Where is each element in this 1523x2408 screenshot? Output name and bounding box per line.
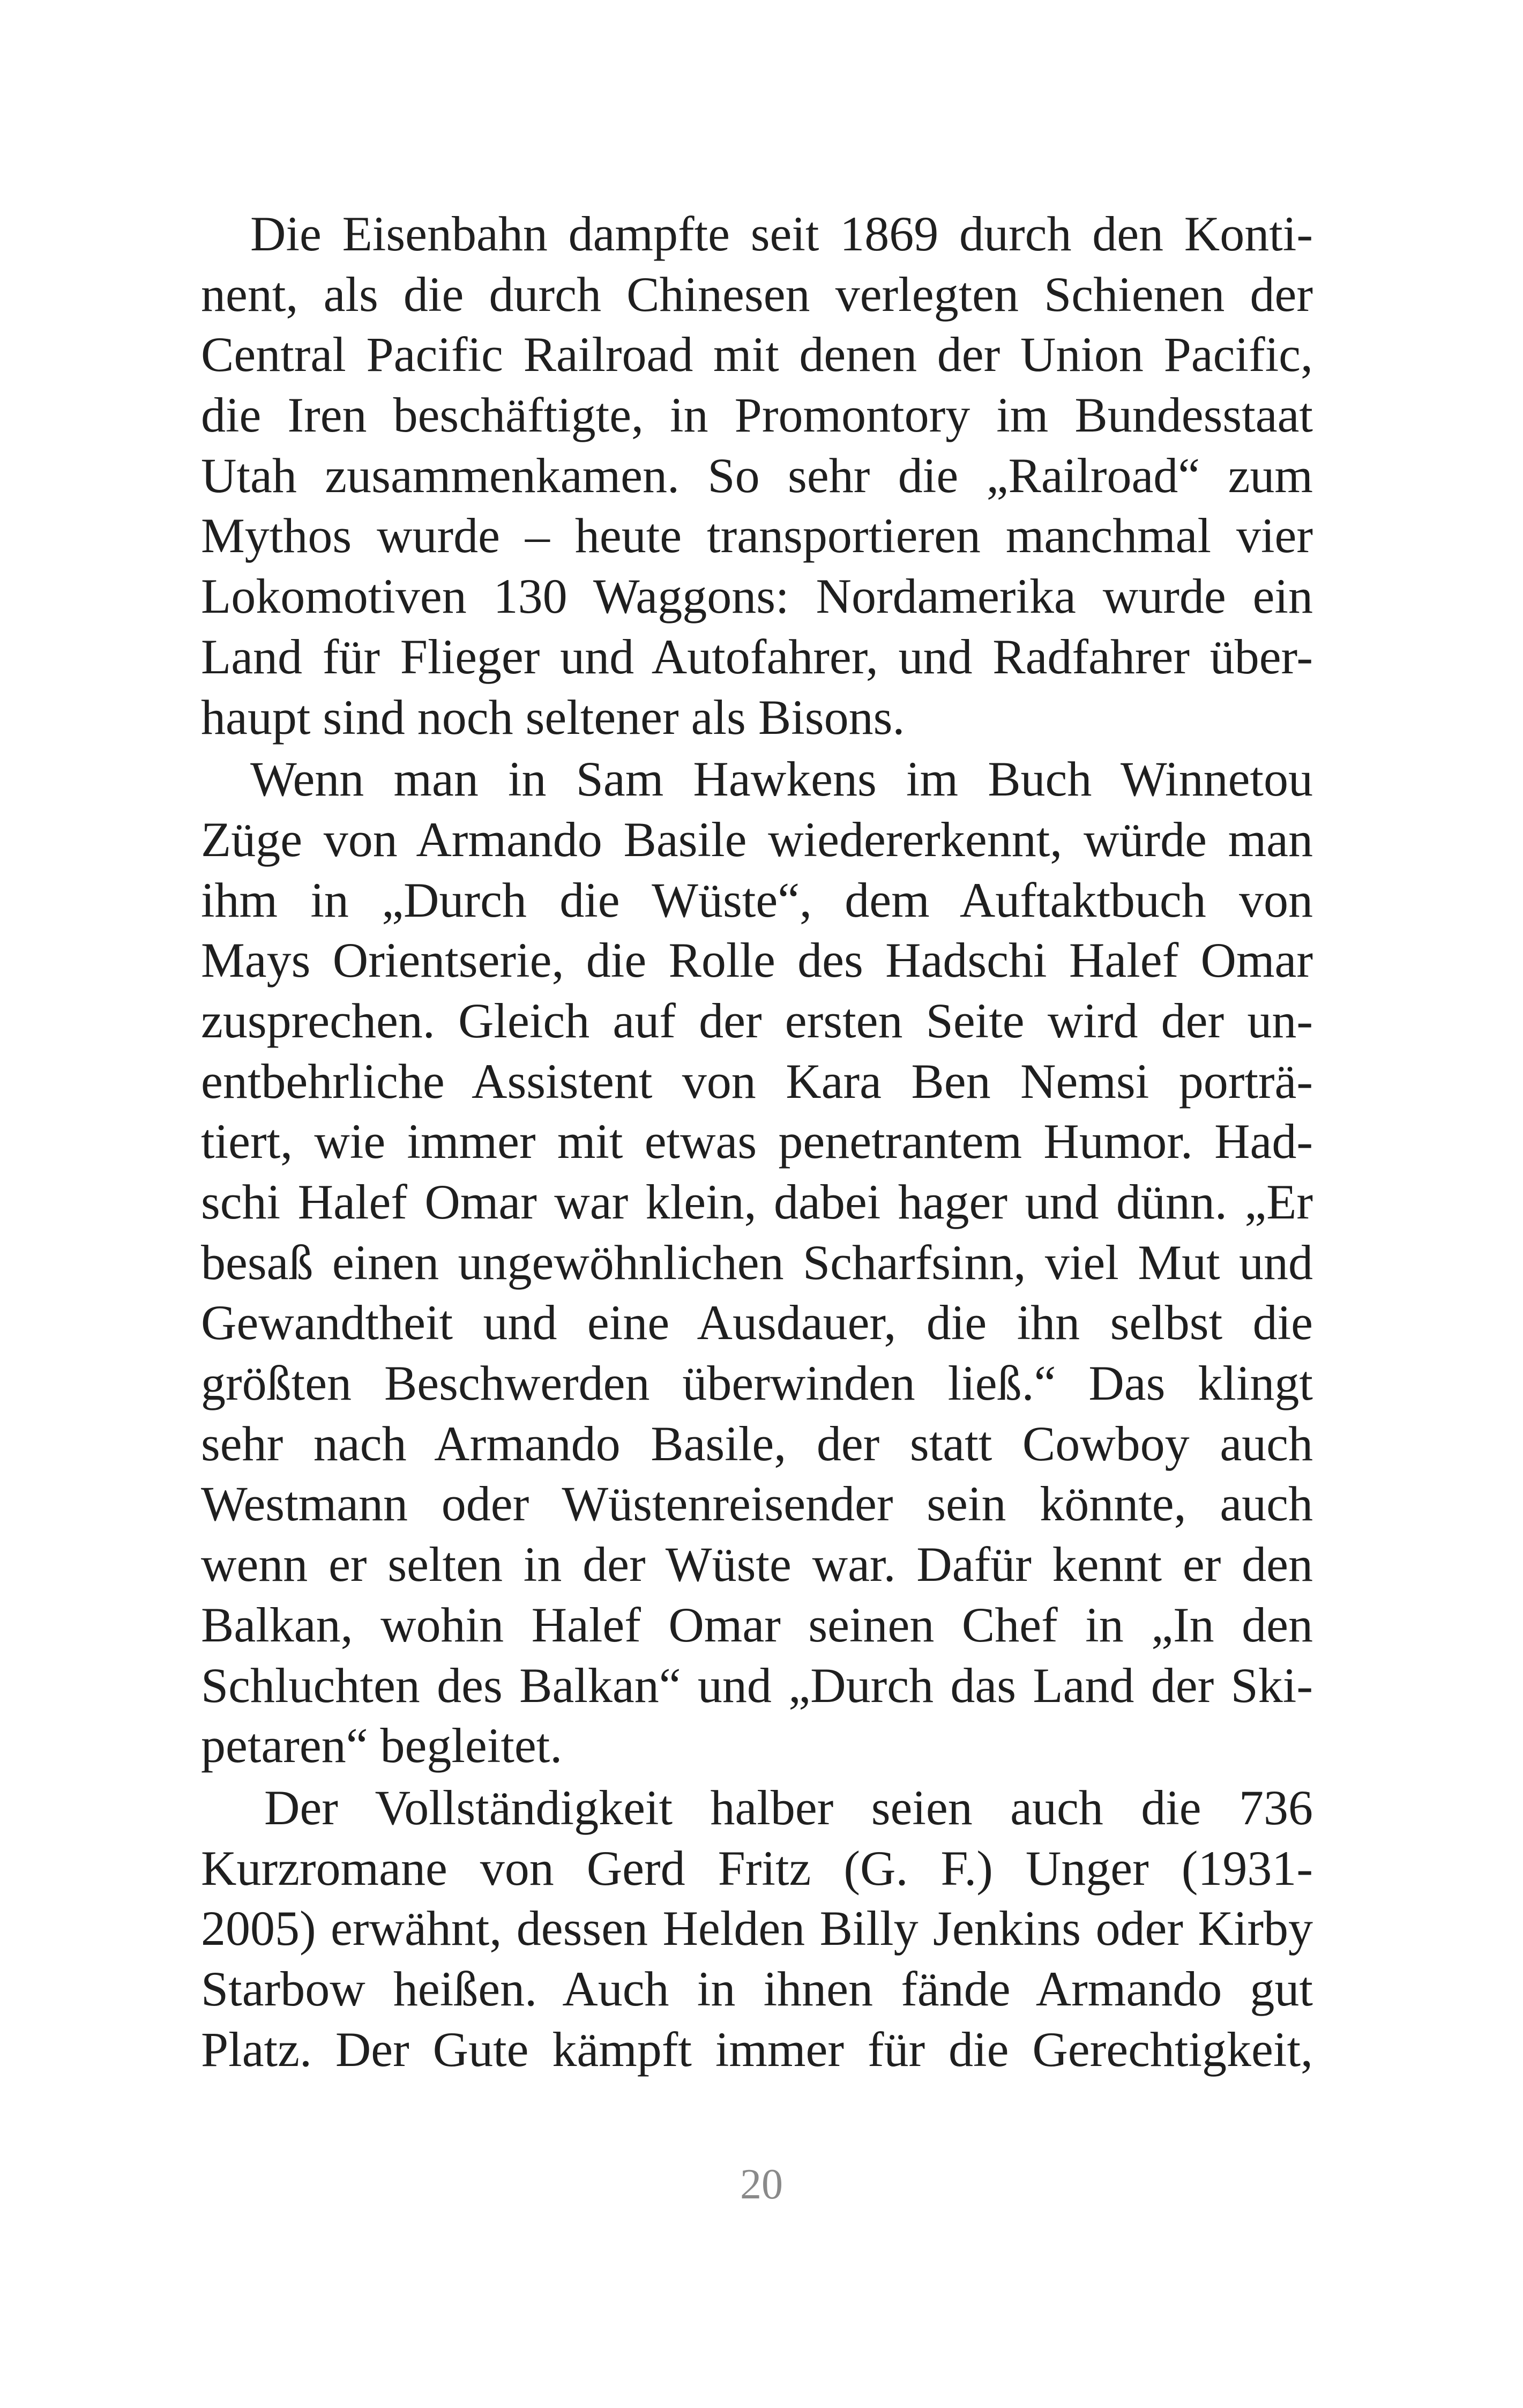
text-line: Balkan, wohin Halef Omar seinen Chef in „In den bbox=[201, 1597, 1313, 1652]
text-line: Züge von Armando Basile wiedererkennt, würde man bbox=[201, 812, 1313, 867]
body-text bbox=[201, 204, 1313, 2079]
text-line: Mythos wurde – heute transportieren manchmal vier bbox=[201, 508, 1313, 563]
text-line: Land für Flieger und Autofahrer, und Radfahrer über- bbox=[201, 629, 1313, 684]
text-line: sehr nach Armando Basile, der statt Cowboy auch bbox=[201, 1416, 1313, 1471]
paragraph-1 bbox=[201, 204, 1313, 747]
text-line: Starbow heißen. Auch in ihnen fände Armando gut bbox=[201, 1961, 1313, 2016]
text-line: besaß einen ungewöhnlichen Scharfsinn, viel Mut und bbox=[201, 1235, 1313, 1290]
text-line: 2005) erwähnt, dessen Helden Billy Jenkins oder Kirby bbox=[201, 1901, 1313, 1956]
text-line: Westmann oder Wüstenreisender sein könnte, auch bbox=[201, 1476, 1313, 1532]
text-line: Lokomotiven 130 Waggons: Nordamerika wurde ein bbox=[201, 569, 1313, 624]
text-line: petaren“ begleitet. bbox=[201, 1718, 563, 1773]
text-line: Kurzromane von Gerd Fritz (G. F.) Unger (1931- bbox=[201, 1840, 1313, 1896]
text-line: zusprechen. Gleich auf der ersten Seite wird der un- bbox=[201, 993, 1313, 1048]
page-number: 20 bbox=[740, 2161, 783, 2208]
text-line: die Iren beschäftigte, in Promontory im Bundesstaat bbox=[201, 388, 1313, 443]
text-line: haupt sind noch seltener als Bisons. bbox=[201, 689, 905, 745]
text-line: entbehrliche Assistent von Kara Ben Nemsi porträ- bbox=[201, 1053, 1313, 1109]
text-line: Der Vollständigkeit halber seien auch die 736 bbox=[264, 1780, 1313, 1835]
text-line: Schluchten des Balkan“ und „Durch das Land der Ski- bbox=[201, 1658, 1313, 1713]
text-line: Central Pacific Railroad mit denen der Union Pacific, bbox=[201, 327, 1313, 382]
text-line: Wenn man in Sam Hawkens im Buch Winnetou bbox=[250, 752, 1313, 807]
paragraph-3 bbox=[201, 1778, 1313, 2079]
text-line: tiert, wie immer mit etwas penetrantem Humor. Had- bbox=[201, 1114, 1313, 1169]
text-line: Die Eisenbahn dampfte seit 1869 durch den Konti- bbox=[250, 206, 1313, 261]
text-line: Platz. Der Gute kämpft immer für die Gerechtigkeit, bbox=[201, 2021, 1313, 2077]
text-line: Utah zusammenkamen. So sehr die „Railroad“ zum bbox=[201, 448, 1313, 503]
text-line: Mays Orientserie, die Rolle des Hadschi Halef Omar bbox=[201, 933, 1313, 988]
text-line: wenn er selten in der Wüste war. Dafür kennt er den bbox=[201, 1537, 1313, 1592]
text-line: größten Beschwerden überwinden ließ.“ Das klingt bbox=[201, 1356, 1313, 1411]
text-line: schi Halef Omar war klein, dabei hager und dünn. „Er bbox=[201, 1175, 1313, 1229]
paragraph-2 bbox=[201, 749, 1313, 1776]
text-line: Gewandtheit und eine Ausdauer, die ihn selbst die bbox=[201, 1295, 1313, 1350]
text-line: ihm in „Durch die Wüste“, dem Auftaktbuch von bbox=[201, 872, 1313, 927]
text-line: nent, als die durch Chinesen verlegten Schienen der bbox=[201, 266, 1313, 322]
